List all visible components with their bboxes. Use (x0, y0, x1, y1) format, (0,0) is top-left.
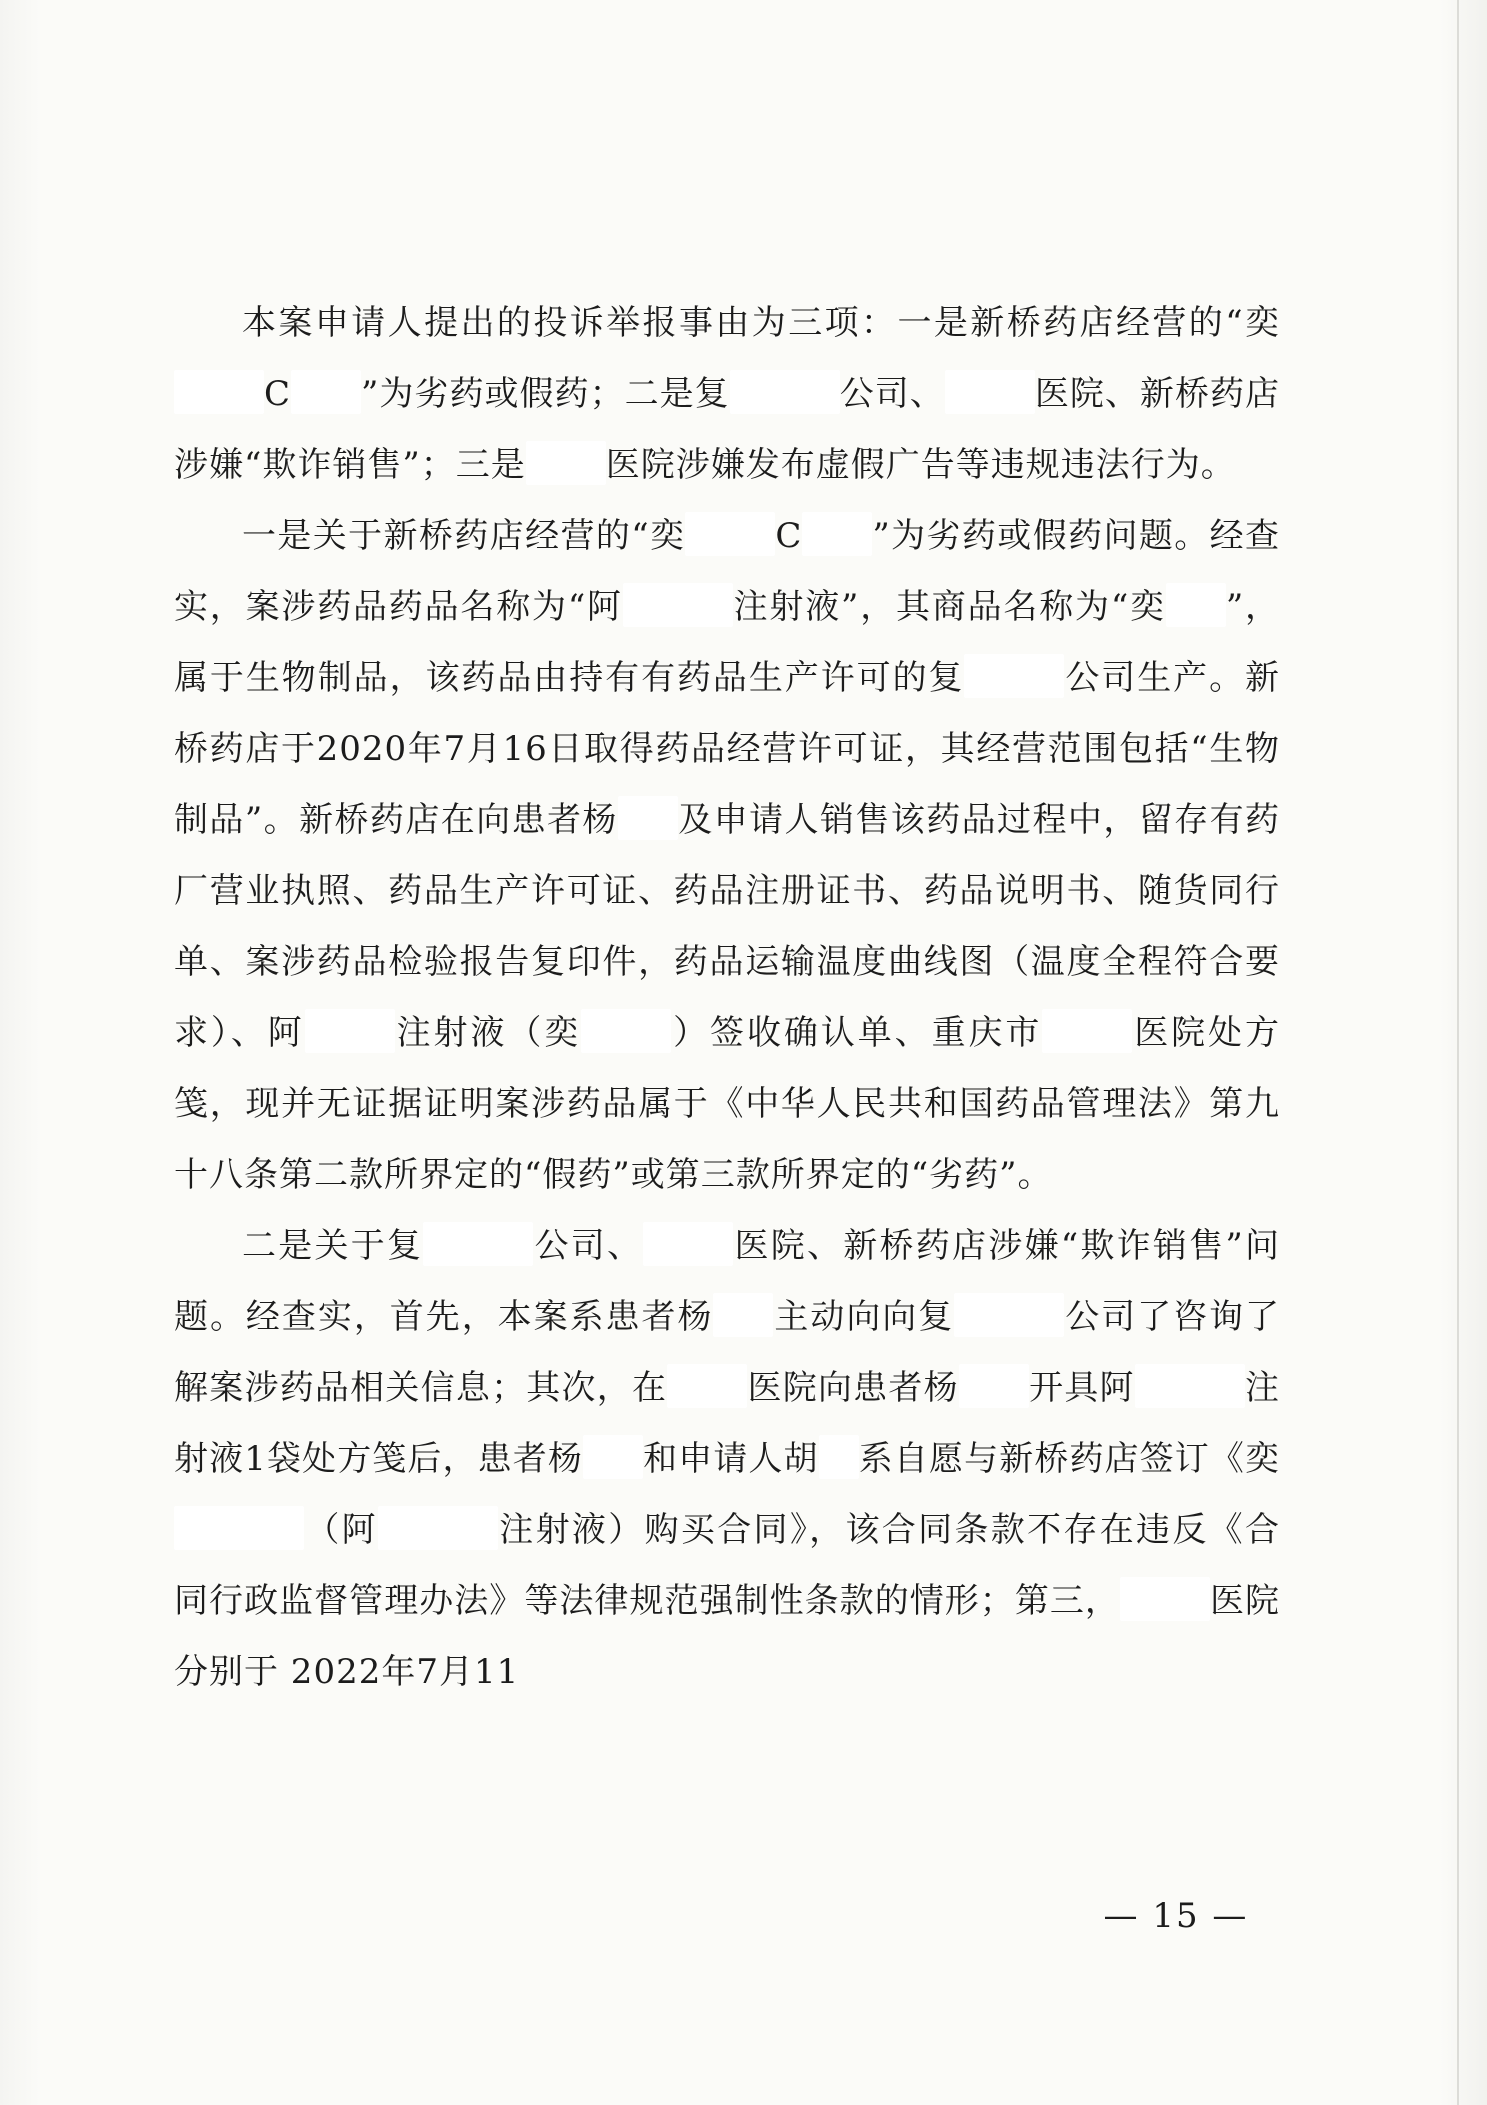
paragraph-text: 医院处方笺，现并无证据证明案涉药品属于《中华人民共和国药品管理法》第九十八条第二款所界定的“假药”或第三款所界定的“劣药”。 (174, 1013, 1281, 1195)
paragraph-text: 公司生产。新桥药店于2020年7月16日取得药品经营许可证，其经营范围包括“生物制品”。新桥药店在向患者杨 (174, 658, 1281, 840)
redaction-box (1135, 1364, 1245, 1408)
paragraph-text: 本案申请人提出的投诉举报事由为三项：一是新桥药店经营的“奕 (242, 303, 1280, 343)
paragraph-text: 主动向向复 (773, 1297, 955, 1337)
paragraph-text: ”，属于生物制品，该药品由持有有药品生产许可的复 (174, 587, 1280, 698)
paragraph-text: 注射液（奕 (394, 1013, 582, 1053)
paragraph-item-2 (174, 1211, 1280, 1708)
paragraph-text: C (264, 374, 292, 414)
redaction-box (1166, 583, 1226, 627)
paragraph-text: 医院涉嫌发布虚假广告等违规违法行为。 (605, 445, 1236, 485)
paragraph-text: 注射液）购买合同》，该合同条款不存在违反《合同行政监督管理办法》等法律规范强制性条款的情形；第三， (174, 1510, 1281, 1621)
paragraph-text: 及申请人销售该药品过程中，留存有药厂营业执照、药品生产许可证、药品注册证书、药品说明书、随货同行单、案涉药品检验报告复印件，药品运输温度曲线图（温度全程符合要求）、阿 (174, 800, 1281, 1053)
paragraph-intro (174, 288, 1280, 501)
redaction-box (667, 1364, 747, 1408)
redaction-box (291, 370, 361, 414)
paragraph-text: 一是关于新桥药店经营的“奕 (242, 516, 686, 556)
paragraph-text: 开具阿 (1028, 1368, 1135, 1408)
redaction-box (174, 370, 264, 414)
redaction-box (378, 1506, 498, 1550)
paragraph-text: 公司了咨询了解案涉药品相关信息；其次，在 (174, 1297, 1281, 1408)
redaction-box (730, 370, 840, 414)
paragraph-item-1 (174, 501, 1280, 1211)
paragraph-text: （阿 (304, 1510, 378, 1550)
redaction-box (623, 583, 733, 627)
redaction-box (174, 1506, 304, 1550)
redaction-box (802, 512, 872, 556)
redaction-box (581, 1009, 671, 1053)
paragraph-text: 医院、新桥药店涉嫌“欺诈销售”问题。经查实，首先，本案系患者杨 (174, 1226, 1281, 1337)
paragraph-text: 和申请人胡 (642, 1439, 819, 1479)
redaction-box (819, 1435, 859, 1479)
redaction-box (618, 796, 678, 840)
paragraph-text: 系自愿与新桥药店签订《奕 (858, 1439, 1280, 1479)
page-number: — 15 — (1103, 1896, 1249, 1936)
paragraph-text: 公司、 (839, 374, 945, 414)
redaction-box (945, 370, 1035, 414)
redaction-box (1120, 1577, 1210, 1621)
paragraph-text: 注射液”，其商品名称为“奕 (732, 587, 1166, 627)
redaction-box (713, 1293, 773, 1337)
redaction-box (959, 1364, 1029, 1408)
paragraph-text: 二是关于复 (242, 1226, 424, 1266)
redaction-box (964, 654, 1064, 698)
redaction-box (583, 1435, 643, 1479)
redaction-box (643, 1222, 733, 1266)
document-body (174, 288, 1280, 1708)
redaction-box (954, 1293, 1064, 1337)
redaction-box (305, 1009, 395, 1053)
paragraph-text: C (775, 516, 803, 556)
paragraph-text: ”为劣药或假药问题。经查实，案涉药品药品名称为“阿 (174, 516, 1280, 627)
paragraph-text: 医院向患者杨 (747, 1368, 959, 1408)
redaction-box (1042, 1009, 1132, 1053)
paragraph-text: ）签收确认单、重庆市 (671, 1013, 1043, 1053)
scan-edge-shadow (1457, 0, 1459, 2105)
paragraph-text: ”为劣药或假药；二是复 (361, 374, 730, 414)
paragraph-text: 公司、 (533, 1226, 644, 1266)
redaction-box (526, 441, 606, 485)
paragraph-text: 医院分别于 2022年7月11 (174, 1581, 1281, 1692)
redaction-box (685, 512, 775, 556)
paragraph-text: 医院、新桥药店涉嫌“欺诈销售”；三是 (174, 374, 1281, 485)
redaction-box (423, 1222, 533, 1266)
paragraph-text: 注射液1袋处方笺后，患者杨 (174, 1368, 1281, 1479)
